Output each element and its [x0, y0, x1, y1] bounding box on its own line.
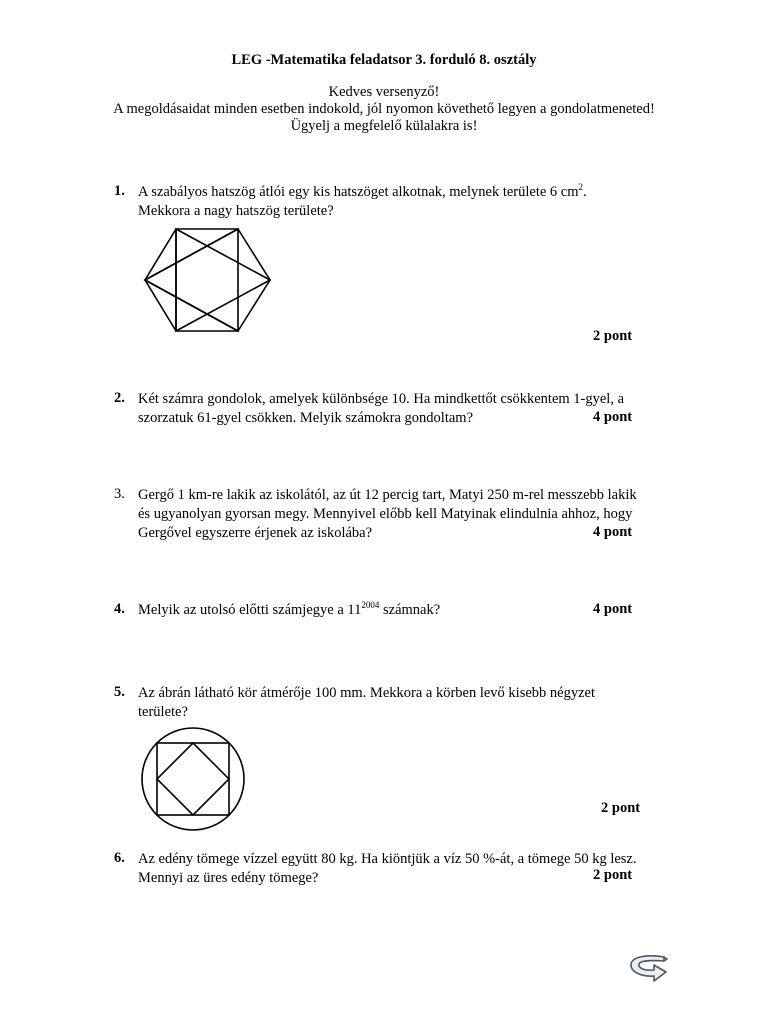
points-label: 2 pont [601, 800, 641, 816]
question-line: és ugyanolyan gyorsan megy. Mennyivel előbb kell Matyinak elindulnia ahhoz, hogy [138, 506, 633, 522]
question-number: 5. [114, 684, 125, 700]
superscript: 2004 [361, 600, 380, 610]
superscript: 2 [578, 182, 584, 192]
question-line: Mennyi az üres edény tömege? [138, 870, 319, 886]
question-line: Az ábrán látható kör átmérője 100 mm. Mekkora a körben levő kisebb négyzet [138, 685, 595, 701]
points-label: 2 pont [593, 867, 633, 883]
question-number: 6. [114, 850, 125, 866]
hexagon-figure [140, 224, 276, 336]
question-text [138, 486, 637, 543]
question-line: Az edény tömege vízzel együtt 80 kg. Ha kiöntjük a víz 50 %-át, a tömege 50 kg lesz. [138, 851, 637, 867]
points-label: 2 pont [593, 328, 633, 344]
question-line: Gergő 1 km-re lakik az iskolától, az út 12 percig tart, Matyi 250 m-rel messzebb lakik [138, 487, 637, 503]
question-line: Két számra gondolok, amelyek különbsége 10. Ha mindkettőt csökkentem 1-gyel, a [138, 391, 625, 407]
instruction-line-1: A megoldásaidat minden esetben indokold, jól nyomon követhető legyen a gondolatmeneted! [113, 101, 655, 117]
question-text [138, 390, 624, 428]
question-number: 4. [114, 601, 125, 617]
points-label: 4 pont [593, 524, 633, 540]
question-number: 1. [114, 183, 125, 199]
question-text [138, 850, 637, 888]
question-line: szorzatuk 61-gyel csökken. Melyik számokra gondoltam? [138, 410, 474, 426]
points-label: 4 pont [593, 409, 633, 425]
circle-square-figure [138, 724, 248, 834]
greeting: Kedves versenyző! [328, 84, 440, 100]
question-line: A szabályos hatszög átlói egy kis hatszöget alkotnak, melynek területe 6 cm [138, 184, 579, 200]
question-line-end: számnak? [379, 602, 441, 618]
question-line: Mekkora a nagy hatszög területe? [138, 203, 334, 219]
question-text [138, 601, 440, 620]
question-text [138, 183, 587, 221]
question-line: Gergővel egyszerre érjenek az iskolába? [138, 525, 373, 541]
curved-arrow-icon[interactable] [626, 952, 670, 988]
question-line: Melyik az utolsó előtti számjegye a 11 [138, 602, 362, 618]
question-line-end: . [583, 184, 587, 200]
page-title: LEG -Matematika feladatsor 3. forduló 8. osztály [231, 52, 537, 68]
question-text [138, 684, 595, 722]
points-label: 4 pont [593, 601, 633, 617]
question-number: 2. [114, 390, 125, 406]
question-number: 3. [114, 486, 125, 502]
question-line: területe? [138, 704, 188, 720]
instruction-line-2: Ügyelj a megfelelő külalakra is! [290, 118, 478, 134]
